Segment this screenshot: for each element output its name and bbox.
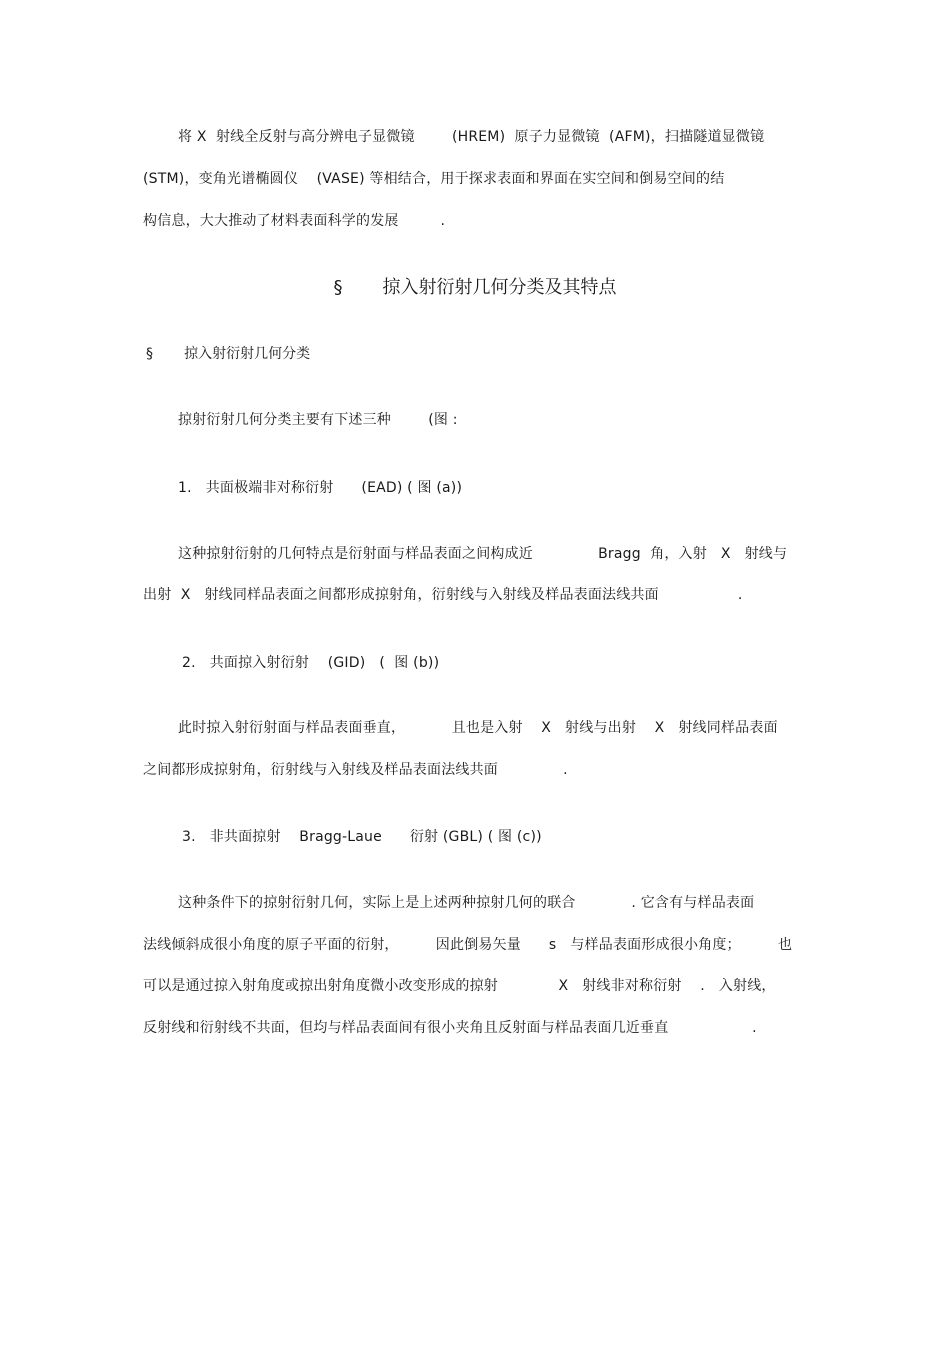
- item3-line-3: 可以是通过掠入射角度或掠出射角度微小改变形成的掠射 X 射线非对称衍射 . 入射线，: [143, 978, 776, 994]
- item3-line-1: 这种条件下的掠射衍射几何，实际上是上述两种掠射几何的联合 . 它含有与样品表面: [178, 895, 755, 911]
- section-title: § 掠入射衍射几何分类及其特点: [333, 277, 617, 298]
- para1-line-2: (STM)，变角光谱椭圆仪 (VASE) 等相结合，用于探求表面和界面在实空间和倒易空间的结: [143, 171, 725, 187]
- item2-title: 2. 共面掠入射衍射 (GID) ( 图 (b)): [182, 655, 440, 671]
- item3-line-4: 反射线和衍射线不共面，但均与样品表面间有很小夹角且反射面与样品表面几近垂直 .: [143, 1020, 757, 1036]
- para1-line-1: 将 X 射线全反射与高分辨电子显微镜 (HREM) 原子力显微镜 (AFM)，扫描隧道显微镜: [178, 129, 765, 145]
- item1-title: 1. 共面极端非对称衍射 (EAD) ( 图 (a)): [178, 480, 463, 496]
- item3-title: 3. 非共面掠射 Bragg-Laue 衍射 (GBL) ( 图 (c)): [182, 829, 542, 845]
- item2-line-1: 此时掠入射衍射面与样品表面垂直， 且也是入射 X 射线与出射 X 射线同样品表面: [178, 720, 778, 736]
- item2-line-2: 之间都形成掠射角，衍射线与入射线及样品表面法线共面 .: [143, 762, 568, 778]
- item3-line-2: 法线倾斜成很小角度的原子平面的衍射， 因此倒易矢量 s 与样品表面形成很小角度； 也: [143, 937, 793, 953]
- item1-line-2: 出射 X 射线同样品表面之间都形成掠射角，衍射线与入射线及样品表面法线共面 .: [143, 587, 743, 603]
- intro-text: 掠射衍射几何分类主要有下述三种 (图 :: [178, 412, 458, 428]
- subsection-title: § 掠入射衍射几何分类: [146, 346, 311, 362]
- para1-line-3: 构信息，大大推动了材料表面科学的发展 .: [143, 213, 446, 229]
- item1-line-1: 这种掠射衍射的几何特点是衍射面与样品表面之间构成近 Bragg 角，入射 X 射线与: [178, 546, 788, 562]
